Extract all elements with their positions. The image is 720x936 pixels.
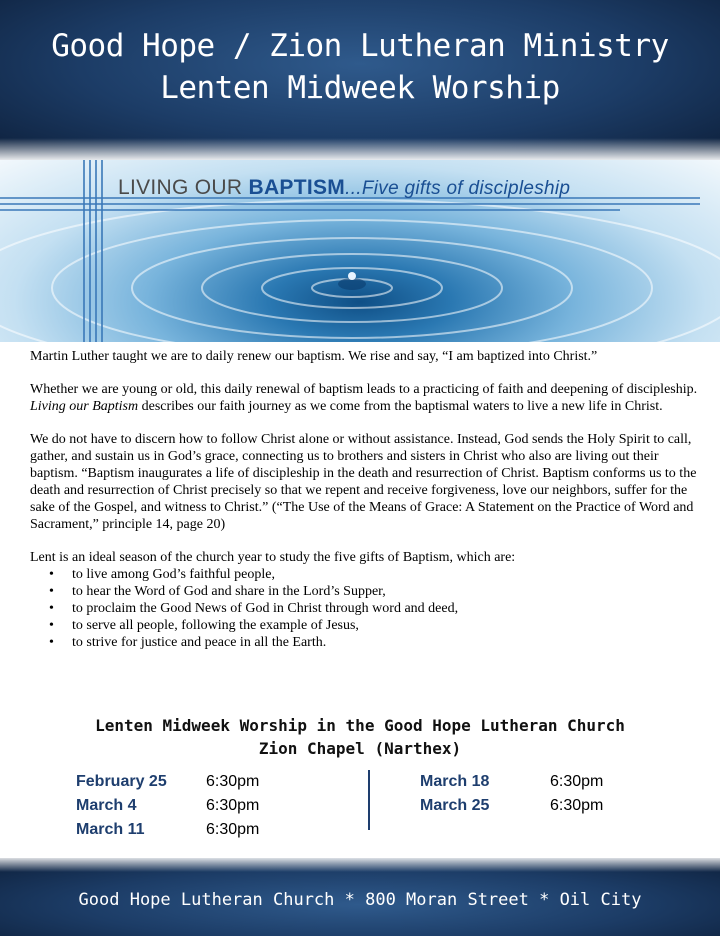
list-item: • to proclaim the Good News of God in Christ through word and deed, [30, 600, 702, 617]
banner-title [118, 176, 570, 200]
schedule-row [76, 794, 259, 818]
schedule-divider [368, 770, 370, 830]
list-item: • to serve all people, following the example of Jesus, [30, 617, 702, 634]
ministry-title: Good Hope / Zion Lutheran Ministry [51, 28, 669, 64]
schedule-time: 6:30pm [550, 773, 604, 790]
paragraph-1: Martin Luther taught we are to daily renew our baptism. We rise and say, “I am baptized into Christ.” [30, 349, 598, 364]
schedule-right [420, 770, 603, 818]
paragraph-2: Whether we are young or old, this daily renewal of baptism leads to a practicing of faith and deepening of discipleship. Living our Baptism describes our faith journey as we come from the baptismal waters to live a new life in Christ. [30, 382, 698, 414]
schedule-row [76, 770, 259, 794]
schedule-date: February 25 [76, 773, 167, 790]
worship-heading: Lenten Midweek Worship in the Good Hope Lutheran Church [95, 716, 625, 735]
schedule-row [420, 770, 603, 794]
schedule-left [76, 770, 259, 842]
worship-location: Zion Chapel (Narthex) [258, 739, 462, 758]
list-item: • to strive for justice and peace in all the Earth. [30, 634, 702, 651]
schedule-time: 6:30pm [206, 773, 260, 790]
paragraph-4: Lent is an ideal season of the church year to study the five gifts of Baptism, which are: [30, 550, 516, 565]
list-item: • to hear the Word of God and share in the Lord’s Supper, [30, 583, 702, 600]
list-item: • to live among God’s faithful people, [30, 566, 702, 583]
banner-tagline: ...Five gifts of discipleship [345, 178, 571, 199]
gifts-list [30, 566, 702, 651]
body-text [30, 348, 702, 651]
schedule-date: March 18 [420, 773, 490, 790]
living-our-baptism-image [0, 160, 720, 342]
banner-baptism: BAPTISM [248, 176, 346, 199]
schedule-time: 6:30pm [206, 821, 260, 838]
schedule-date: March 25 [420, 797, 490, 814]
banner-living: LIVING OUR [118, 176, 249, 199]
schedule-time: 6:30pm [206, 797, 260, 814]
schedule-time: 6:30pm [550, 797, 604, 814]
footer-banner [0, 858, 720, 936]
schedule-date: March 4 [76, 797, 137, 814]
paragraph-3: We do not have to discern how to follow Christ alone or without assistance. Instead, God sends the Holy Spirit to call, gather, and sustain us in God’s grace, connecting us to brothers and sisters in Christ who also are living out their baptism. “Baptism inaugurates a life of discipleship in the death and resurrection of Christ. Baptism conforms us to the death and resurrection of Christ precisely so that we repent and receive forgiveness, love our neighbors, suffer for the sake of the Gospel, and witness to Christ.” (“The Use of the Means of Grace: A Statement on the Practice of Word and Sacrament,” principle 14, page 20) [30, 432, 697, 532]
schedule-date: March 11 [76, 821, 145, 838]
header-banner [0, 0, 720, 160]
schedule-row [76, 818, 259, 842]
church-address: Good Hope Lutheran Church * 800 Moran Street * Oil City [78, 890, 642, 910]
schedule-row [420, 794, 603, 818]
worship-title: Lenten Midweek Worship [160, 70, 560, 106]
